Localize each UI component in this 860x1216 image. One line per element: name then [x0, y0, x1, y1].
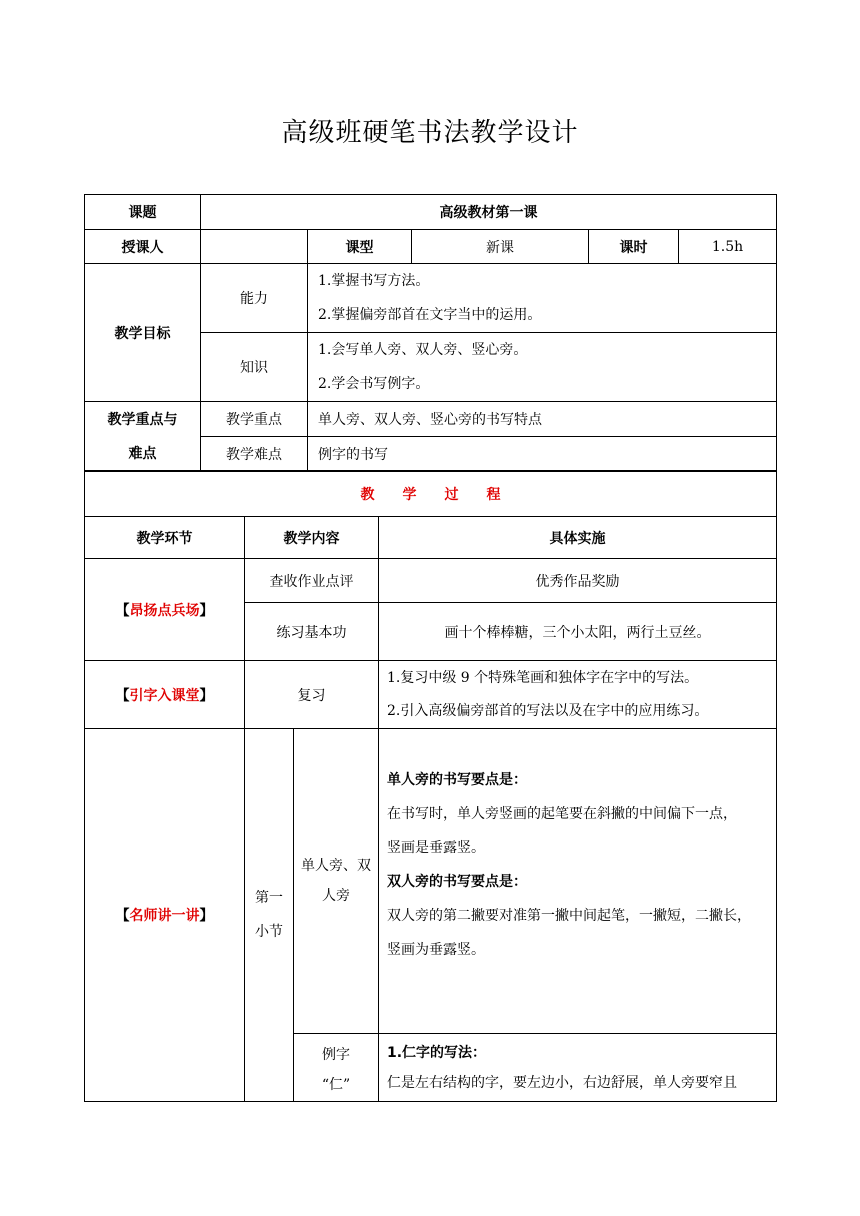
stage-2-content: 复习 — [245, 661, 379, 729]
knowledge-item: 2.学会书写例字。 — [318, 376, 430, 392]
example-label-line: 例字 — [322, 1047, 350, 1063]
stage-1-content: 练习基本功 — [245, 603, 379, 661]
stage-2-items — [379, 661, 777, 729]
hours-value: 1.5h — [679, 230, 777, 264]
knowledge-items — [308, 333, 777, 402]
ability-item: 2.掌握偏旁部首在文字当中的运用。 — [318, 307, 542, 323]
col-content: 教学内容 — [245, 517, 379, 559]
teacher-label: 授课人 — [85, 230, 201, 264]
radical-body — [379, 729, 777, 1034]
ability-item: 1.掌握书写方法。 — [318, 273, 430, 289]
radical-body-line: 竖画为垂露竖。 — [387, 942, 485, 958]
ability-items — [308, 264, 777, 333]
ability-label: 能力 — [201, 264, 308, 333]
radical-topic-line: 人旁 — [322, 888, 350, 904]
topic-label: 课题 — [85, 195, 201, 230]
stage-1-impl: 画十个棒棒糖，三个小太阳，两行土豆丝。 — [379, 603, 777, 661]
stage-1-name: 昂扬点兵场 — [129, 602, 200, 619]
key-points-label-line: 难点 — [128, 445, 157, 462]
hours-label: 课时 — [589, 230, 679, 264]
radical-topic — [294, 729, 379, 1034]
difficulty-label: 教学难点 — [201, 437, 308, 472]
stage-3-name: 名师讲一讲 — [129, 908, 200, 924]
stage-1-content: 查收作业点评 — [245, 559, 379, 603]
knowledge-item: 1.会写单人旁、双人旁、竖心旁。 — [318, 342, 528, 358]
knowledge-label: 知识 — [201, 333, 308, 402]
radical-body-line: 竖画是垂露竖。 — [387, 840, 485, 856]
type-label: 课型 — [308, 230, 412, 264]
stage-2-name: 引字入课堂 — [129, 687, 200, 704]
col-stage: 教学环节 — [85, 517, 245, 559]
section-label-line: 第一 — [255, 890, 283, 906]
example-body — [379, 1034, 777, 1102]
col-impl: 具体实施 — [379, 517, 777, 559]
process-heading: 教学过程 — [85, 471, 777, 517]
focus-value: 单人旁、双人旁、竖心旁的书写特点 — [308, 402, 777, 437]
difficulty-value: 例字的书写 — [308, 437, 777, 472]
key-points-label-line: 教学重点与 — [107, 411, 178, 428]
radical-body-line: 双人旁的第二撇要对准第一撇中间起笔，一撇短，二撇长， — [387, 908, 751, 924]
stage-2-label: 【引字入课堂】 — [85, 661, 245, 729]
example-label-line: “仁” — [321, 1077, 351, 1093]
stage-3-label: 【名师讲一讲】 — [85, 729, 245, 1102]
info-table — [84, 194, 777, 472]
document-title: 高级班硬笔书法教学设计 — [281, 118, 579, 148]
stage-1-impl: 优秀作品奖励 — [379, 559, 777, 603]
example-label — [294, 1034, 379, 1102]
process-table — [84, 470, 777, 1102]
type-value: 新课 — [412, 230, 589, 264]
key-points-label — [85, 402, 201, 472]
section-label — [245, 729, 294, 1102]
stage-2-item: 2.引入高级偏旁部首的写法以及在字中的应用练习。 — [387, 702, 709, 719]
example-body-line: 仁是左右结构的字，要左边小，右边舒展，单人旁要窄且 — [387, 1075, 737, 1091]
goals-label: 教学目标 — [85, 264, 201, 402]
teacher-value — [201, 230, 308, 264]
radical-body-line: 双人旁的书写要点是： — [387, 874, 527, 890]
stage-1-label: 【昂扬点兵场】 — [85, 559, 245, 661]
stage-2-item: 1.复习中级 9 个特殊笔画和独体字在字中的写法。 — [387, 669, 699, 686]
topic-value: 高级教材第一课 — [201, 195, 777, 230]
focus-label: 教学重点 — [201, 402, 308, 437]
section-label-line: 小节 — [255, 924, 283, 940]
radical-body-line: 单人旁的书写要点是： — [387, 772, 527, 788]
radical-topic-line: 单人旁、双 — [301, 858, 371, 874]
radical-body-line: 在书写时，单人旁竖画的起笔要在斜撇的中间偏下一点， — [387, 806, 737, 822]
example-body-line: 1.仁字的写法： — [387, 1045, 487, 1061]
